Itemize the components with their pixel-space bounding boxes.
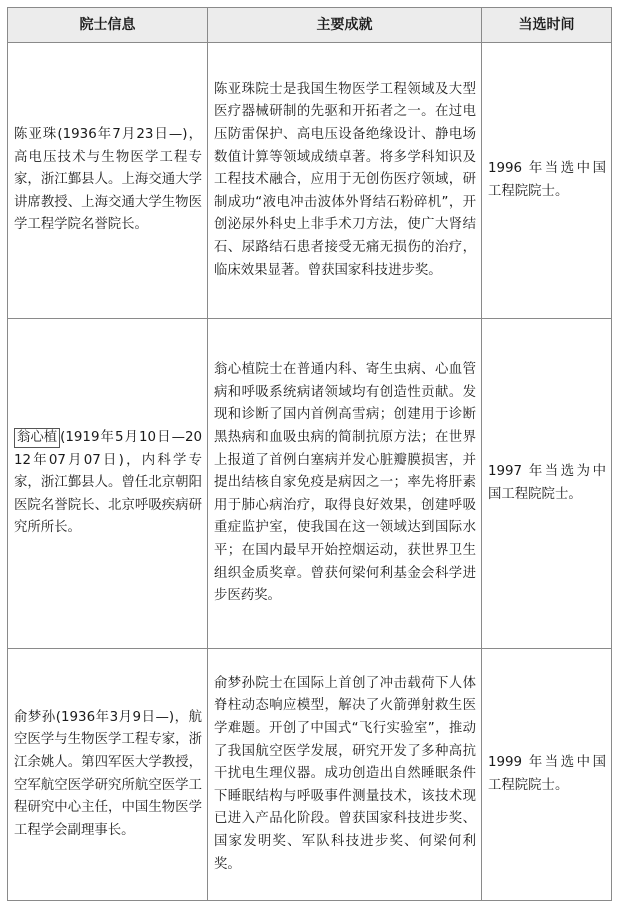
header-achievement: 主要成就 (208, 8, 482, 43)
info-cell (8, 319, 208, 649)
academician-name: 翁心植 (14, 428, 60, 448)
academician-name: 俞梦孙 (14, 709, 56, 725)
election-time-cell: 1999 年当选中国工程院院士。 (482, 649, 612, 901)
info-cell (8, 649, 208, 901)
table-row (8, 43, 612, 319)
header-row (8, 8, 612, 43)
header-info: 院士信息 (8, 8, 208, 43)
achievement-cell: 翁心植院士在普通内科、寄生虫病、心血管病和呼吸系统病诸领域均有创造性贡献。发现和诊断了国内首例高雪病；创建用于诊断黑热病和血吸虫病的简制抗原方法；在世界上报道了首例白塞病并发心脏瓣膜损害，并提出结核自家免疫是病因之一；率先将肝素用于肺心病治疗，取得良好效果，创建呼吸重症监护室，使我国在这一领域达到国际水平；在国内最早开始控烟运动，获世界卫生组织金质奖章。曾获何梁何利基金会科学进步医药奖。 (208, 319, 482, 649)
info-cell (8, 43, 208, 319)
election-time-cell: 1997 年当选为中国工程院院士。 (482, 319, 612, 649)
table-row (8, 319, 612, 649)
academician-name: 陈亚珠 (14, 127, 58, 143)
election-time-cell: 1996 年当选中国工程院院士。 (482, 43, 612, 319)
academician-table (7, 7, 612, 901)
table-row (8, 649, 612, 901)
academician-info: (1936年7月23日—)，高电压技术与生物医学工程专家，浙江鄞县人。上海交通大学讲席教授、上海交通大学生物医学工程学院名誉院长。 (14, 127, 202, 233)
header-time: 当选时间 (482, 8, 612, 43)
academician-info: (1936年3月9日—)，航空医学与生物医学工程专家，浙江余姚人。第四军医大学教授，空军航空医学研究所航空医学工程研究中心主任，中国生物医学工程学会副理事长。 (14, 709, 203, 838)
academician-info: (1919年5月10日—2012年07月07日)，内科学专家，浙江鄞县人。曾任北京朝阳医院名誉院长、北京呼吸疾病研究所所长。 (14, 430, 202, 536)
achievement-cell: 俞梦孙院士在国际上首创了冲击载荷下人体脊柱动态响应模型，解决了火箭弹射救生医学难题。开创了中国式“飞行实验室”，推动了我国航空医学发展，研究开发了多种高抗干扰电生理仪器。成功创造出自然睡眠条件下睡眠结构与呼吸事件测量技术，该技术现已进入产品化阶段。曾获国家科技进步奖、国家发明奖、军队科技进步奖、何梁何利奖。 (208, 649, 482, 901)
achievement-cell: 陈亚珠院士是我国生物医学工程领域及大型医疗器械研制的先驱和开拓者之一。在过电压防雷保护、高电压设备绝缘设计、静电场数值计算等领域成绩卓著。将多学科知识及工程技术融合，应用于无创伤医疗领域，研制成功“液电冲击波体外肾结石粉碎机”，开创泌尿外科史上非手术刀方法，使广大肾结石、尿路结石患者接受无痛无损伤的治疗，临床效果显著。曾获国家科技进步奖。 (208, 43, 482, 319)
